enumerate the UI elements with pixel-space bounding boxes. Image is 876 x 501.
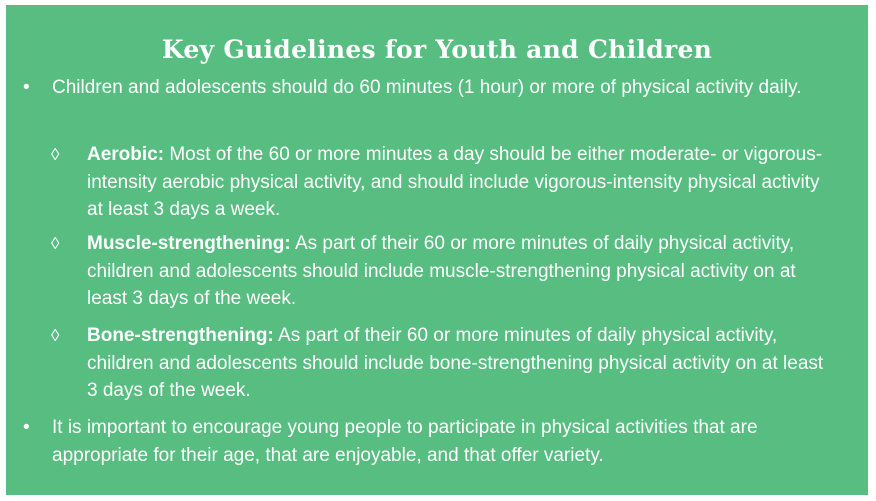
list-item-text: Children and adolescents should do 60 minutes (1 hour) or more of physical activity daily. [52, 77, 802, 98]
list-item-text: It is important to encourage young people to participate in physical activities that are appropriate for their age, that are enjoyable, and that offer variety. [52, 417, 758, 466]
list-item [23, 414, 842, 469]
guidelines-panel [6, 5, 868, 495]
bullet-marker: • [23, 417, 30, 438]
sub-item-lead: Aerobic: [87, 144, 165, 165]
diamond-marker: ◊ [51, 145, 60, 164]
sub-item-text: As part of their 60 or more minutes of daily physical activity, children and adolescents should include bone-strengthening physical activity on at least 3 days of the week. [87, 325, 824, 401]
sub-item-text: Most of the 60 or more minutes a day should be either moderate- or vigorous-intensity aerobic physical activity, and should include vigorous-intensity physical activity at least 3 days a week. [87, 144, 823, 220]
sub-item-lead: Muscle-strengthening: [87, 233, 291, 254]
diamond-marker: ◊ [51, 326, 60, 345]
sub-item-text: As part of their 60 or more minutes of daily physical activity, children and adolescents should include muscle-strengthening physical activity on at least 3 days of the week. [87, 233, 796, 309]
diamond-marker: ◊ [51, 234, 60, 253]
list-item [23, 74, 842, 102]
sub-list-item [51, 141, 827, 224]
sub-list-item [51, 230, 827, 313]
panel-title: Key Guidelines for Youth and Children [161, 35, 713, 64]
sub-list-item [51, 322, 827, 405]
bullet-marker: • [23, 77, 30, 98]
sub-item-lead: Bone-strengthening: [87, 325, 274, 346]
